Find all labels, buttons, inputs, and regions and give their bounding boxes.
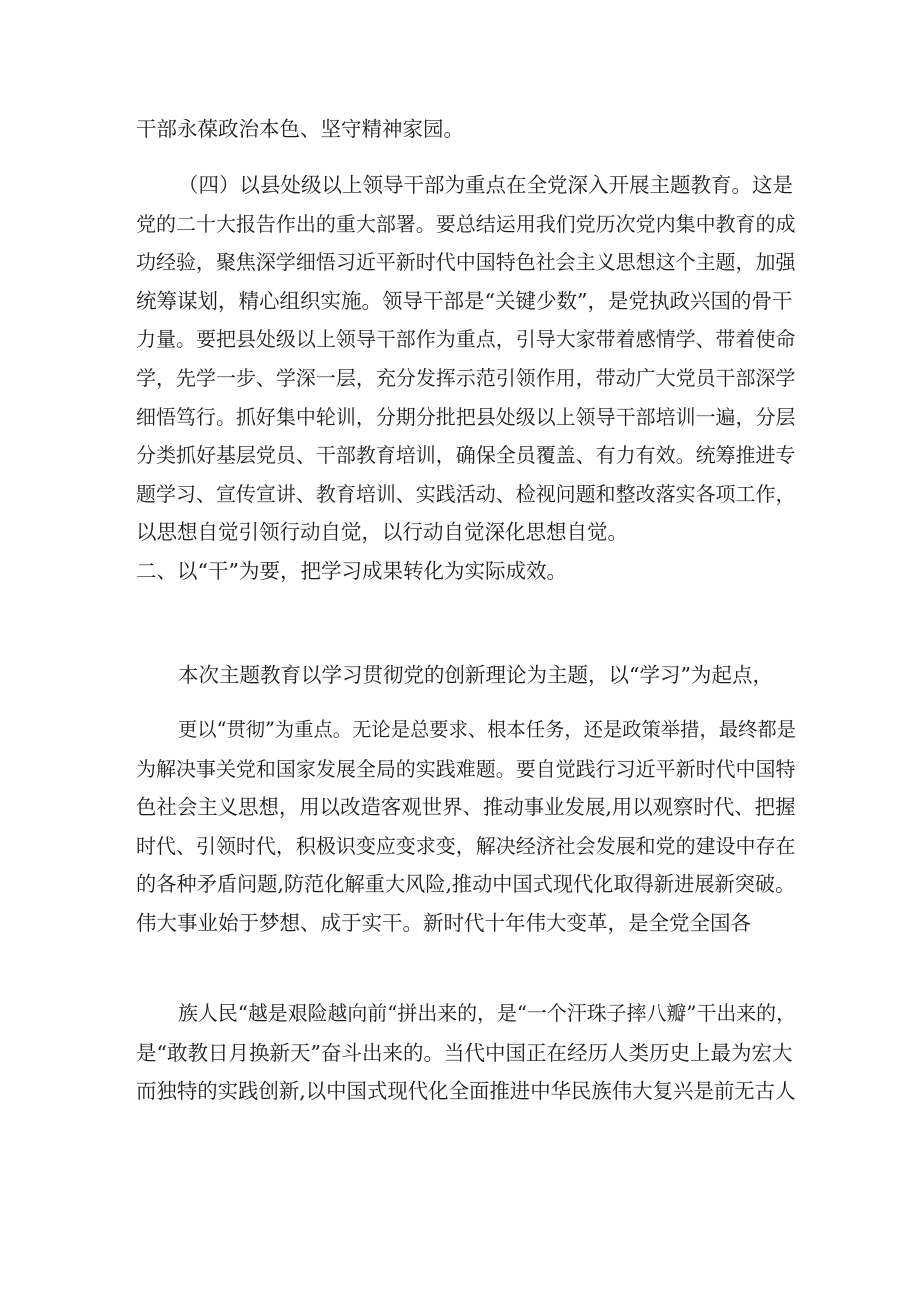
- text-line: 二、以“干”为要，把学习成果转化为实际成效。: [136, 558, 567, 583]
- text-line: [136, 1149, 796, 1188]
- section-heading-two: [136, 656, 796, 695]
- text-line: 色社会主义思想，用以改造客观世界、推动事业发展,用以观察时代、把握: [136, 795, 796, 820]
- text-line: 细悟笃行。抓好集中轮训，分期分批把县处级以上领导干部培训一遍，分层: [136, 404, 796, 429]
- paragraph-1-continuation: [136, 110, 796, 149]
- text-line: 更以“贯彻”为重点。无论是总要求、根本任务，还是政策举措，最终都是: [178, 718, 796, 741]
- text-line: 功经验，聚焦深学细悟习近平新时代中国特色社会主义思想这个主题，加强: [136, 250, 796, 275]
- text-line: 而独特的实践创新,以中国式现代化全面推进中华民族伟大复兴是前无古人: [136, 1079, 796, 1104]
- section-heading: 本次主题教育以学习贯彻党的创新理论为主题，以“学习”为起点，: [178, 663, 773, 687]
- text-line: 为解决事关党和国家发展全局的实践难题。要自觉践行习近平新时代中国特: [136, 756, 796, 781]
- text-line: 的各种矛盾问题,防范化解重大风险,推动中国式现代化取得新进展新突破。: [136, 872, 796, 897]
- text-line: 是“敢教日月换新天”奋斗出来的。当代中国正在经历人类历史上最为宏大: [136, 1040, 793, 1065]
- text-line: 力量。要把县处级以上领导干部作为重点，引导大家带着感情学、带着使命: [136, 327, 796, 352]
- text-line: 族人民“越是艰险越向前“拼出来的，是“一个汗珠子摔八瓣”干出来的，: [178, 1002, 796, 1025]
- text-line: 干部永葆政治本色、坚守精神家园。: [136, 117, 464, 141]
- text-line: 学，先学一步、学深一层，充分发挥示范引领作用，带动广大党员干部深学: [136, 365, 796, 390]
- text-line: 伟大事业始于梦想、成于实干。新时代十年伟大变革，是全党全国各: [136, 910, 751, 935]
- paragraph-section-four: [136, 166, 796, 591]
- text-line: 以思想自觉引领行动自觉，以行动自觉深化思想自觉。: [136, 520, 628, 545]
- text-line: 题学习、宣传宣讲、教育培训、实践活动、检视问题和整改落实各项工作，: [136, 481, 796, 506]
- paragraph-theme-education: [136, 711, 796, 943]
- text-line: 分类抓好基层党员、干部教育培训，确保全员覆盖、有力有效。统筹推进专: [136, 443, 796, 468]
- paragraph-great-cause: [136, 995, 796, 1188]
- text-line: 统筹谋划，精心组织实施。领导干部是“关键少数”，是党执政兴国的骨干: [136, 288, 793, 313]
- text-line: 时代、引领时代，积极识变应变求变，解决经济社会发展和党的建设中存在: [136, 833, 796, 858]
- text-line: 党的二十大报告作出的重大部署。要总结运用我们党历次党内集中教育的成: [136, 211, 796, 236]
- text-line: [136, 1111, 796, 1150]
- text-line: （四）以县处级以上领导干部为重点在全党深入开展主题教育。这是: [178, 173, 793, 197]
